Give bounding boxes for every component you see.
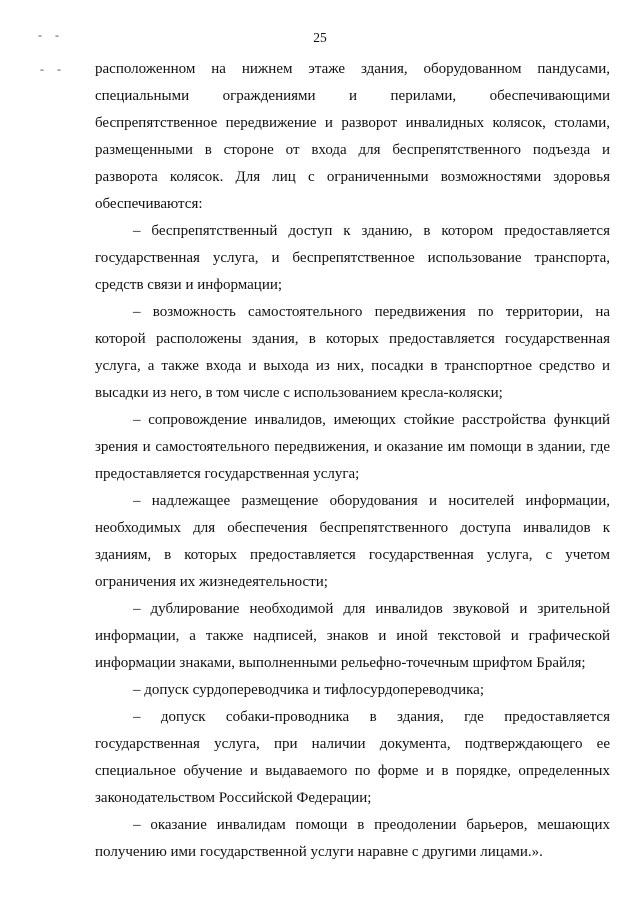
list-item-access-building: – беспрепятственный доступ к зданию, в котором предоставляется государственная услуга, и беспрепятственное использование транспорта, средств связи и информации; — [95, 223, 610, 293]
paragraph-continuation: расположенном на нижнем этаже здания, оборудованном пандусами, специальными ограждениями и перилами, обеспечивающими беспрепятственное передвижение и разворот инвалидных колясок, столами, размещенными в стороне от входа для беспрепятственного подъезда и разворота колясок. Для лиц с ограниченными возможностями здоровья обеспечиваются: — [95, 61, 610, 212]
list-item-movement-territory: – возможность самостоятельного передвижения по территории, на которой расположены здания, в которых предоставляется государственная услуга, а также входа и выхода из них, посадки в транспортное средство и высадки из него, в том числе с использованием кресла-коляски; — [95, 304, 610, 401]
scan-artifact-mark: - - — [38, 28, 64, 42]
list-item-guide-dog: – допуск собаки-проводника в здания, где предоставляется государственная услуга, при наличии документа, подтверждающего ее специальное обучение и выдаваемого по форме и в порядке, определенных законодательством Российской Федерации; — [95, 709, 610, 806]
document-body — [95, 56, 610, 866]
list-item-barrier-assistance: – оказание инвалидам помощи в преодолении барьеров, мешающих получению ими государственной услуги наравне с другими лицами.». — [95, 817, 610, 860]
list-item-equipment-placement: – надлежащее размещение оборудования и носителей информации, необходимых для обеспечения беспрепятственного доступа инвалидов к зданиям, в которых предоставляется государственная услуга, с учетом ограничения их жизнедеятельности; — [95, 493, 610, 590]
list-item-escort-disabled: – сопровождение инвалидов, имеющих стойкие расстройства функций зрения и самостоятельного передвижения, и оказание им помощи в здании, где предоставляется государственная услуга; — [95, 412, 610, 482]
list-item-sign-interpreter: – допуск сурдопереводчика и тифлосурдопереводчика; — [133, 682, 484, 698]
list-item-information-duplication: – дублирование необходимой для инвалидов звуковой и зрительной информации, а также надписей, знаков и иной текстовой и графической информации знаками, выполненными рельефно-точечным шрифтом Брайля; — [95, 601, 610, 671]
scan-artifact-mark: - - — [40, 62, 66, 76]
page-number: 25 — [313, 30, 327, 45]
